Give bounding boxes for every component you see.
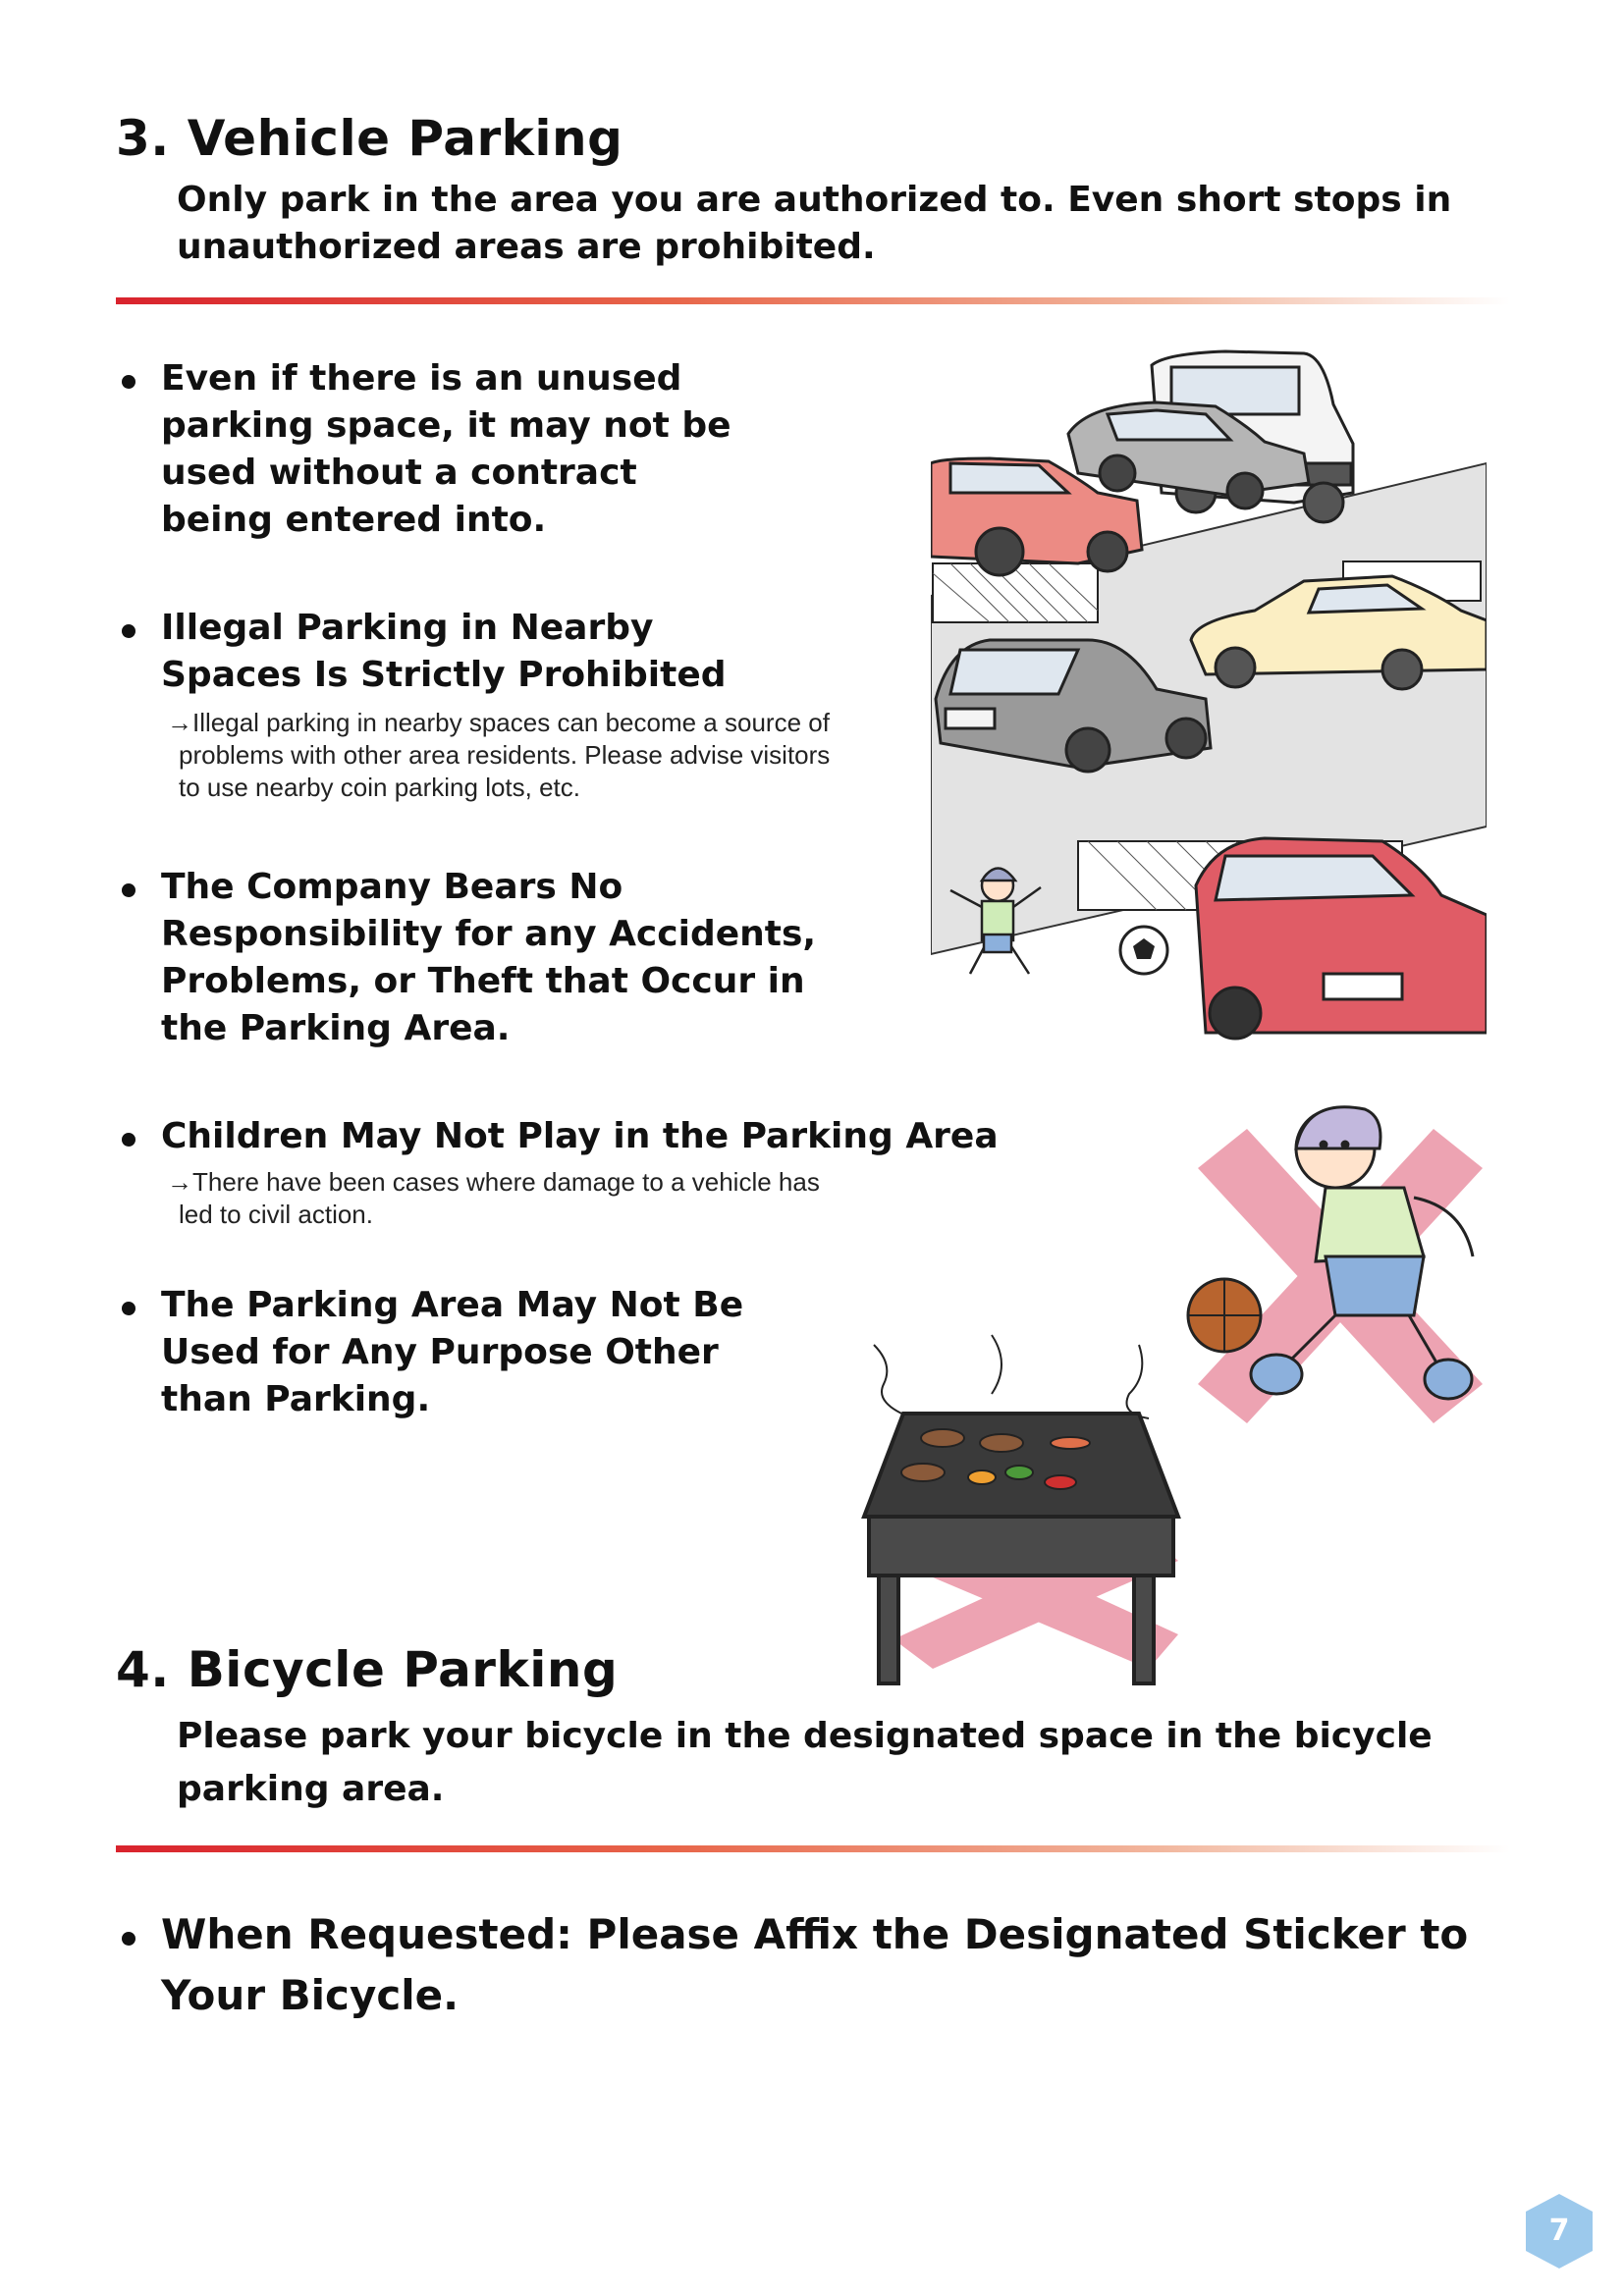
smoke-icon (874, 1335, 1149, 1418)
section-3-intro: Only park in the area you are authorized to. Even short stops in unauthorized areas are prohibited. (177, 180, 1452, 267)
bullet-dot-icon (122, 883, 135, 897)
bullet-note: →There have been cases where damage to a vehicle has led to civil action. (167, 1167, 820, 1229)
bullet-dot-icon (122, 375, 135, 389)
section-3-title: 3. Vehicle Parking (116, 110, 623, 167)
bullet-dot-icon (122, 1302, 135, 1315)
section-4-title: 4. Bicycle Parking (116, 1641, 619, 1698)
bullet-heading: Illegal Parking in Nearby Spaces Is Strictly Prohibited (161, 608, 727, 695)
bullet-item (116, 355, 823, 544)
bullet-heading: Even if there is an unused parking space, it may not be used without a contract being entered into. (161, 358, 731, 540)
basketball-icon (1188, 1279, 1261, 1352)
parking-scene-illustration (931, 346, 1487, 1042)
bullet-item (116, 605, 862, 804)
bullet-dot-icon (122, 1133, 135, 1147)
section-4-divider (116, 1845, 1510, 1852)
bullet-note: →Illegal parking in nearby spaces can become a source of problems with other area residents. Please advise visitors to use nearby coin parking lots, etc. (167, 708, 831, 802)
page-number-badge (1520, 2192, 1598, 2270)
child-basketball-illustration (1178, 1090, 1502, 1482)
bullet-item (116, 1904, 1530, 2026)
bullet-heading: Children May Not Play in the Parking Area (161, 1116, 999, 1156)
bbq-grill-illustration (854, 1325, 1188, 1688)
bullet-dot-icon (122, 624, 135, 638)
page-number: 7 (1548, 2214, 1570, 2248)
bullet-heading: The Company Bears No Responsibility for any Accidents, Problems, or Theft that Occur in the Parking Area. (161, 867, 817, 1048)
soccer-ball-icon (1120, 927, 1167, 974)
section-4-intro: Please park your bicycle in the designated space in the bicycle parking area. (177, 1716, 1433, 1809)
section-3-divider (116, 297, 1510, 304)
bullet-heading: When Requested: Please Affix the Designated Sticker to Your Bicycle. (161, 1910, 1469, 2019)
bullet-item (116, 1282, 862, 1423)
bullet-dot-icon (122, 1932, 135, 1946)
bullet-item (116, 1113, 1098, 1231)
bullet-heading: The Parking Area May Not Be Used for Any Purpose Other than Parking. (161, 1285, 744, 1419)
bullet-item (116, 864, 862, 1052)
